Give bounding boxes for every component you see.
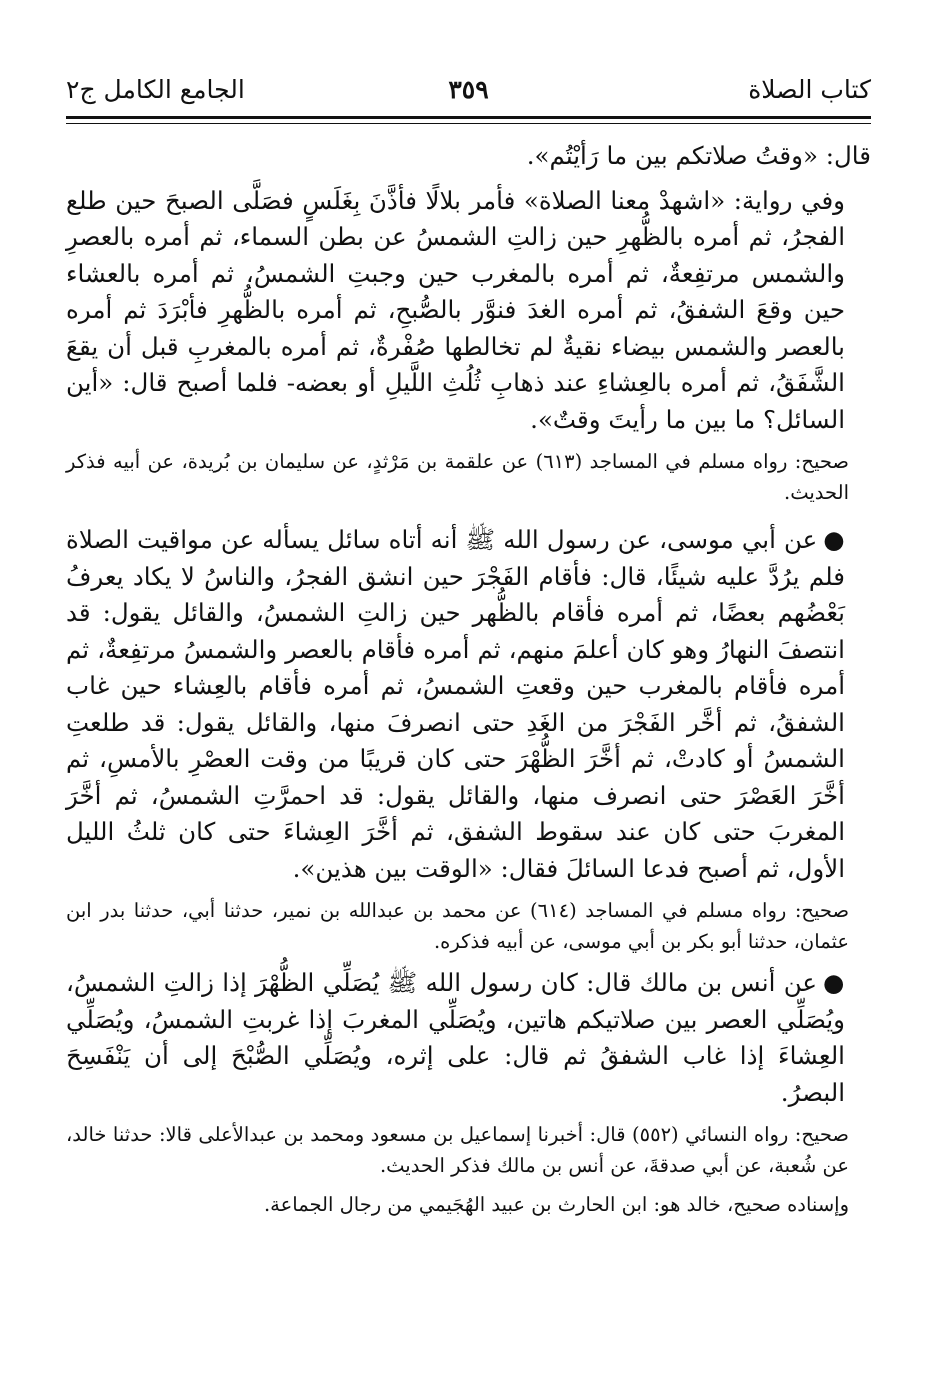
authentication-note-1: صحيح: رواه مسلم في المساجد (٦١٣) عن علقمة بن مَرْثدٍ، عن سليمان بن بُريدة، عن أبيه فذكر الحديث.	[66, 450, 849, 504]
page-header	[66, 70, 871, 110]
authentication-note-2: صحيح: رواه مسلم في المساجد (٦١٤) عن محمد بن عبدالله بن نمير، حدثنا أبي، حدثنا بدر ابن عثمان، حدثنا أبو بكر بن أبي موسى، عن أبيه فذكره.	[66, 899, 849, 953]
hadith-variant-narration: وفي رواية: «اشهدْ معنا الصلاة» فأمر بلالًا فأذَّنَ بِغَلَسٍ فصَلَّى الصبحَ حين طلع الفجرُ، ثم أمره بالظُّهرِ حين زالتِ الشمسُ عن بطن السماء، ثم أمره بالعصرِ والشمس مرتفِعةٌ، ثم أمره بالمغرب حين وجبتِ الشمسُ، ثم أمره بالعشاء حين وقعَ الشفقُ، ثم أمره الغدَ فنوَّر بالصُّبحِ، ثم أمره بالظُّهرِ فأبْرَدَ ثم أمره بالعصر والشمس بيضاء نقيةٌ لم تخالطها صُفْرةٌ، ثم أمره بالمغربِ قبل أن يقعَ الشَّفَقُ، ثم أمره بالعِشاءِ عند ذهابِ ثُلُثِ اللَّيلِ أو بعضه- فلما أصبح قال: «أين السائل؟ ما بين ما رأيتَ وقتٌ».	[66, 185, 845, 434]
hadith-text-1: قال: «وقتُ صلاتكم بين ما رَأيْتُم».	[526, 141, 871, 170]
hadith-abu-musa-text: عن أبي موسى، عن رسول الله ﷺ أنه أتاه سائل يسأله عن مواقيت الصلاة فلم يرُدَّ عليه شيئًا، قال: فأقام الفَجْرَ حين انشق الفجرُ، والناسُ لا يكاد يعرفُ بَعْضُهم بعضًا، ثم أمره فأقام بالظُّهر حين زالتِ الشمسُ، والقائل يقول: قد انتصفَ النهارُ وهو كان أعلمَ منهم، ثم أمره فأقام بالعصر والشمسُ مرتفِعةٌ، ثم أمره فأقام بالمغرب حين وقعتِ الشمسُ، ثم أمره فأقام بالعِشاء حين غاب الشفقُ، ثم أخَّر الفَجْرَ من الغَدِ حتى انصرفَ منها، والقائل يقول: قد طلعتِ الشمسُ أو كادتْ، ثم أخَّرَ الظُّهْرَ حتى كان قريبًا من وقت العصْرِ بالأمسِ، ثم أخَّرَ العَصْرَ حتى انصرف منها، والقائل يقول: قد احمرَّتِ الشمسُ، ثم أخَّرَ المغربَ حتى كان عند سقوط الشفق، ثم أخَّرَ العِشاءَ حتى كان ثلثُ الليل الأول، ثم أصبح فدعا السائلَ فقال: «الوقت بين هذين».	[66, 525, 845, 883]
book-title: الجامع الكامل ج٢	[66, 75, 245, 104]
authentication-note-3: صحيح: رواه النسائي (٥٥٢) قال: أخبرنا إسماعيل بن مسعود ومحمد بن عبدالأعلى قالا: حدثنا خالد، عن شُعبة، عن أبي صدقةَ، عن أنس بن مالك فذكر الحديث.	[66, 1123, 849, 1177]
header-rule-thick	[66, 116, 871, 119]
page-number: ٣٥٩	[448, 75, 489, 104]
hadith-anas	[66, 965, 871, 1111]
chapter-title: كتاب الصلاة	[748, 75, 871, 104]
bullet-icon: ●	[823, 968, 845, 997]
isnad-note: وإسناده صحيح، خالد هو: ابن الحارث بن عبيد الهُجَيمي من رجال الجماعة.	[263, 1193, 849, 1216]
bullet-icon: ●	[823, 525, 845, 554]
hadith-anas-text: عن أنس بن مالك قال: كان رسول الله ﷺ يُصَلِّي الظُّهْرَ إذا زالتِ الشمسُ، ويُصَلِّي العصر بين صلاتيكم هاتين، ويُصَلِّي المغربَ إذا غربتِ الشمسُ، ويُصَلِّي العِشاءَ إذا غاب الشفقُ ثم قال: على إثره، ويُصَلِّي الصُّبْحَ إلى أن يَنْفَسِحَ البصرُ.	[66, 968, 845, 1107]
page-body	[66, 138, 871, 1220]
header-rule-thin	[66, 123, 871, 124]
hadith-abu-musa	[66, 522, 871, 887]
